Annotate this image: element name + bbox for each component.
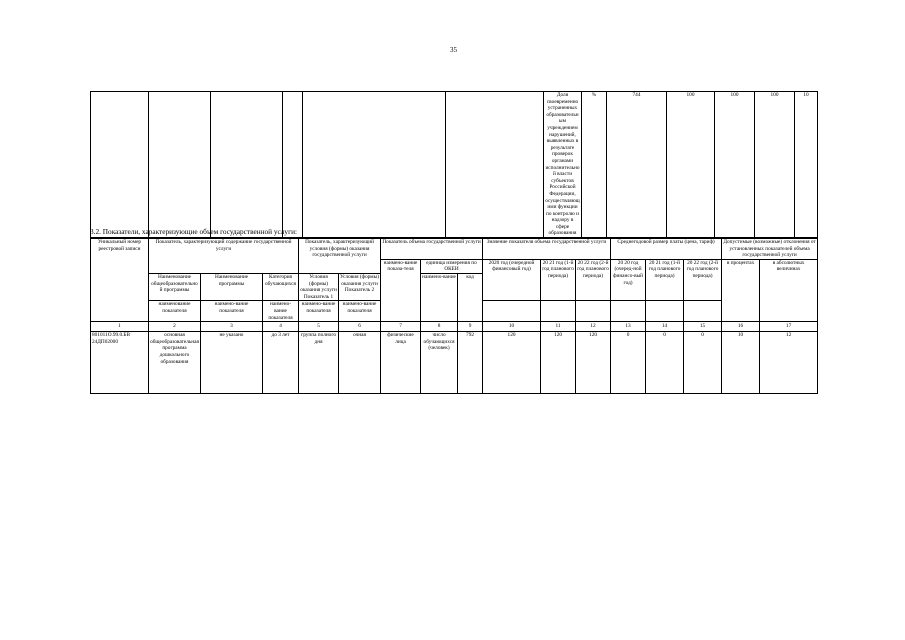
year-2021-volume-header: 20 21 год (1-й год планового периода) <box>541 259 576 301</box>
form1-cell: группа полного дня <box>299 332 339 394</box>
section-title: 3.2. Показатели, характеризующие объем государственной услуги: <box>90 227 298 236</box>
year-2020-price-header: 20 20 год (очеред-ной финансо-вый год) <box>611 259 646 301</box>
empty-cell <box>611 301 646 322</box>
column-number: 10 <box>483 322 541 332</box>
column-number: 12 <box>576 322 611 332</box>
value-2021-cell: 100 <box>715 92 755 238</box>
column-number-row <box>91 322 818 332</box>
volume-header: Показатель объема государственной услуги <box>381 239 483 260</box>
unit-okei-header: единица измерения по ОКЕИ <box>421 259 483 273</box>
program-cell: основная общеобразовательная программа дошкольного образования <box>149 332 201 394</box>
unit-code-cell: 792 <box>458 332 483 394</box>
volume-indicators-table <box>90 238 818 394</box>
okei-cell: 744 <box>607 92 667 238</box>
empty-cell <box>211 92 283 238</box>
column-number: 4 <box>263 322 299 332</box>
column-number: 8 <box>421 322 458 332</box>
table-row <box>91 92 818 238</box>
subheader-cell: наименование показателя <box>149 301 201 322</box>
column-number: 7 <box>381 322 421 332</box>
quality-indicators-table-continued <box>90 91 818 238</box>
volume-2020-cell: 120 <box>483 332 541 394</box>
empty-cell <box>483 301 541 322</box>
year-2021-price-header: 20 21 год (1-й год планового периода) <box>646 259 684 301</box>
avg-price-header: Среднегодовой размер платы (цена, тариф) <box>611 239 722 260</box>
in-percent-header: в процентах <box>722 259 760 321</box>
deviations-header: Допустимые (возможные) отклонения от установленных показателей объема государственной услуги <box>723 239 816 259</box>
price-2020-cell: 0 <box>611 332 646 394</box>
column-number: 5 <box>299 322 339 332</box>
empty-cell <box>283 92 303 238</box>
value-2020-cell: 100 <box>667 92 715 238</box>
unit-code-header: код <box>458 273 483 321</box>
column-number: 13 <box>611 322 646 332</box>
program-name-header: Наименование программы <box>201 273 263 300</box>
header-row <box>91 239 818 260</box>
column-number: 17 <box>760 322 818 332</box>
empty-cell <box>91 92 149 238</box>
table-row <box>91 332 818 394</box>
category-cell: до 3 лет <box>263 332 299 394</box>
volume-value-header: Значение показателя объема государственной услуги <box>483 239 611 260</box>
price-2022-cell: 0 <box>684 332 722 394</box>
column-number: 3 <box>201 322 263 332</box>
price-2021-cell: 0 <box>646 332 684 394</box>
conditions-header: Показатель, характеризующий условия (формы) оказания государственной услуги <box>299 239 381 274</box>
empty-cell <box>646 301 684 322</box>
program-name-cell: не указано <box>201 332 263 394</box>
empty-cell <box>684 301 722 322</box>
subheader-cell: наимено-вание показателя <box>339 301 381 322</box>
column-number: 15 <box>684 322 722 332</box>
deviation-percent-cell: 10 <box>722 332 760 394</box>
form2-cell: очная <box>339 332 381 394</box>
deviation-percent-cell: 10 <box>795 92 818 238</box>
volume-2022-cell: 120 <box>576 332 611 394</box>
subheader-cell: наимено-вание показателя <box>263 301 299 322</box>
indicator-cell: физические лица <box>381 332 421 394</box>
empty-cell <box>576 301 611 322</box>
form1-header: Условия (формы) оказания услуги Показатель 1 <box>300 273 337 300</box>
volume-2021-cell: 120 <box>541 332 576 394</box>
column-number: 1 <box>91 322 149 332</box>
subheader-cell: наимено-вание показателя <box>299 301 339 322</box>
deviation-absolute-cell: 12 <box>760 332 818 394</box>
column-number: 9 <box>458 322 483 332</box>
page-number: 35 <box>450 46 457 54</box>
column-number: 14 <box>646 322 684 332</box>
unit-name-header: наимено-вание <box>421 273 458 321</box>
quality-indicator-name: Доля своевременно устраненных образовательным учреждением нарушений, выявленных в результате проверок органами исполнительной власти субъектов Российской Федерации, осуществляющими функции по контролю и надзору в сфере образования <box>545 92 580 237</box>
column-number: 2 <box>149 322 201 332</box>
registry-header: Уникальный номер реестровой записи <box>91 239 149 322</box>
empty-cell <box>303 92 446 238</box>
form2-header: Условия (формы) оказания услуги Показатель 2 <box>339 273 381 300</box>
value-2022-cell: 100 <box>755 92 795 238</box>
subheader-cell: наимено-вание показателя <box>201 301 263 322</box>
unit-name-cell: число обучающихся (человек) <box>421 332 458 394</box>
year-2020-volume-header: 2020 год (очередной финансовый год) <box>483 259 541 301</box>
year-2022-price-header: 20 22 год (2-й год планового периода) <box>684 259 722 301</box>
in-absolute-header: в абсолютных величинах <box>760 259 818 321</box>
empty-cell <box>541 301 576 322</box>
column-number: 6 <box>339 322 381 332</box>
content-header: Показатель, характеризующий содержание государственной услуги <box>149 239 299 274</box>
registry-number-cell: 801011О.99.0.БВ 24ДП02000 <box>91 332 149 394</box>
year-2022-volume-header: 20 22 год (2-й год планового периода) <box>576 259 611 301</box>
program-header: Наименование общеобразовательной программы <box>149 273 201 300</box>
column-number: 11 <box>541 322 576 332</box>
empty-cell <box>446 92 544 238</box>
indicator-name-header: наимено-вание показа-теля <box>381 259 421 321</box>
category-header: Категория обучающихся <box>263 273 299 300</box>
unit-cell: % <box>582 92 607 238</box>
column-number: 16 <box>722 322 760 332</box>
empty-cell <box>149 92 211 238</box>
